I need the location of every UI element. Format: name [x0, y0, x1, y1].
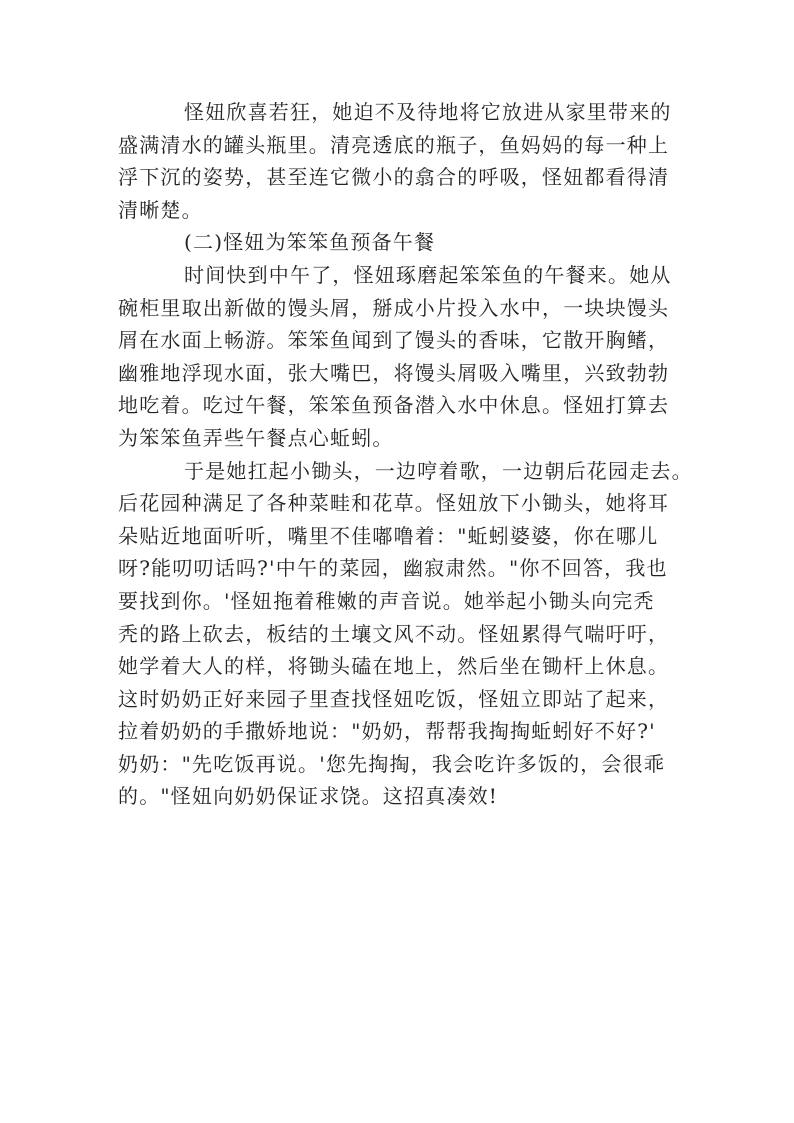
paragraph-2-line-1: 时间快到中午了，怪妞琢磨起笨笨鱼的午餐来。她从 — [184, 262, 672, 287]
section-heading: (二)怪妞为笨笨鱼预备午餐 — [184, 230, 436, 255]
paragraph-3-line-7: 她学着大人的样，将锄头磕在地上，然后坐在锄杆上休息。 — [118, 654, 670, 679]
document-body — [118, 96, 693, 813]
paragraph-2-line-3: 屑在水面上畅游。笨笨鱼闻到了馒头的香味，它散开胸鳍， — [118, 328, 670, 353]
paragraph-2-line-6: 为笨笨鱼弄些午餐点心蚯蚓。 — [118, 425, 394, 450]
paragraph-2-line-2: 碗柜里取出新做的馒头屑，掰成小片投入水中，一块块馒头 — [118, 295, 670, 320]
paragraph-3-line-4: 呀?能叨叨话吗?'中午的菜园，幽寂肃然。"你不回答，我也 — [118, 556, 668, 581]
paragraph-3-line-11: 的。"怪妞向奶奶保证求饶。这招真凑效! — [118, 784, 499, 809]
paragraph-2-line-5: 地吃着。吃过午餐，笨笨鱼预备潜入水中休息。怪妞打算去 — [118, 393, 670, 418]
paragraph-3-line-9: 拉着奶奶的手撒娇地说："奶奶，帮帮我掏掏蚯蚓好不好?' — [118, 719, 656, 744]
paragraph-3-line-6: 秃的路上砍去，板结的土壤文风不动。怪妞累得气喘吁吁， — [118, 621, 670, 646]
paragraph-2-line-4: 幽雅地浮现水面，张大嘴巴，将馒头屑吸入嘴里，兴致勃勃 — [118, 360, 670, 385]
paragraph-3-line-8: 这时奶奶正好来园子里查找怪妞吃饭，怪妞立即站了起来， — [118, 686, 670, 711]
paragraph-3-line-1: 于是她扛起小锄头，一边哼着歌，一边朝后花园走去。 — [184, 458, 693, 483]
paragraph-3-line-2: 后花园种满足了各种菜畦和花草。怪妞放下小锄头，她将耳 — [118, 491, 670, 516]
paragraph-3-line-10: 奶奶："先吃饭再说。'您先掏掏，我会吃许多饭的，会很乖 — [118, 751, 666, 776]
paragraph-1-line-3: 浮下沉的姿势，甚至连它微小的翕合的呼吸，怪妞都看得清 — [118, 165, 670, 190]
paragraph-1-line-1: 怪妞欣喜若狂，她迫不及待地将它放进从家里带来的 — [184, 100, 672, 124]
paragraph-3-line-5: 要找到你。'怪妞拖着稚嫩的声音说。她举起小锄头向完秃 — [118, 588, 655, 613]
paragraph-1-line-4: 清晰楚。 — [118, 197, 203, 222]
paragraph-1-line-2: 盛满清水的罐头瓶里。清亮透底的瓶子，鱼妈妈的每一种上 — [118, 132, 670, 157]
paragraph-3-line-3: 朵贴近地面听听，嘴里不佳嘟噜着："蚯蚓婆婆，你在哪儿 — [118, 523, 659, 548]
